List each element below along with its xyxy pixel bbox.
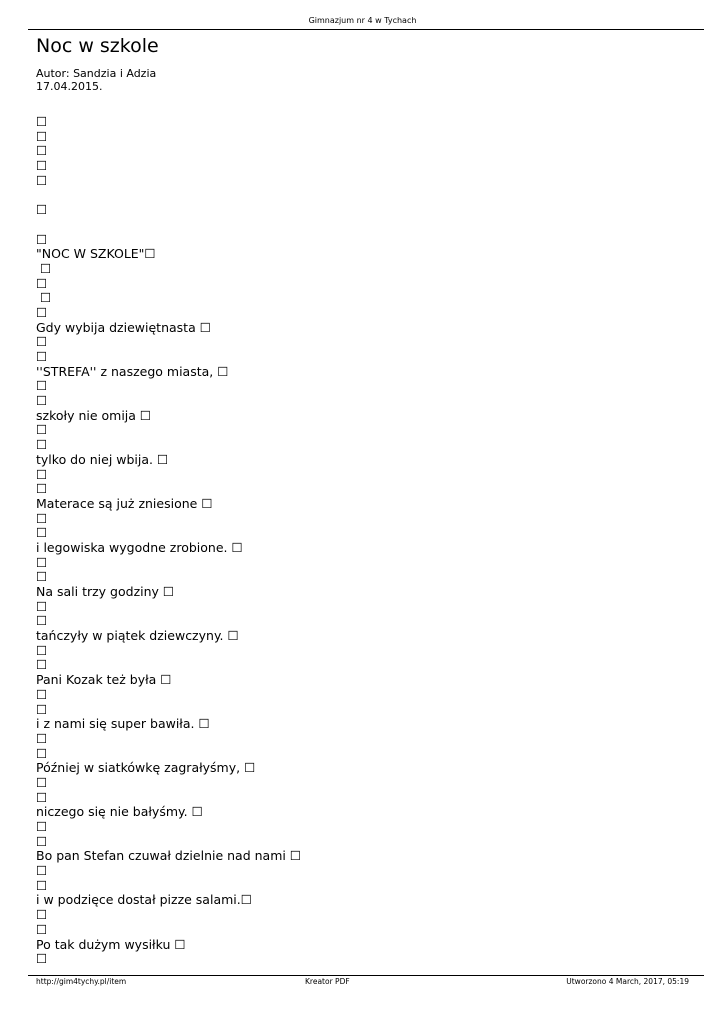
poem-line: ☐ [36,907,48,923]
footer-generator: Kreator PDF [305,977,350,986]
poem-line: ''STREFA'' z naszego miasta, ☐ [36,363,229,379]
poem-line: ☐ [36,730,48,746]
poem-line: ☐ [36,657,48,673]
footer-divider [28,975,704,976]
poem-line: Bo pan Stefan czuwał dzielnie nad nami ☐ [36,848,302,864]
poem-line: i w podzięce dostał pizze salami.☐ [36,892,252,908]
poem-line: ☐ [36,231,48,247]
author-line: Autor: Sandzia i Adzia [36,67,157,80]
poem-line: ☐ [36,393,48,409]
poem-line: ☐ [36,642,48,658]
poem-line: Na sali trzy godziny ☐ [36,584,175,599]
poem-line: ☐ [36,745,48,761]
poem-line: ☐ [36,128,48,144]
footer-url: http://gim4tychy.pl/item [36,977,127,986]
poem-line: Pani Kozak też była ☐ [36,672,172,688]
poem-line: ☐ [36,290,52,306]
poem-line: ☐ [36,114,48,129]
poem-line: niczego się nie bałyśmy. ☐ [36,804,203,820]
article-meta [36,67,156,93]
poem-line: ☐ [36,819,48,834]
poem-line: ☐ [36,143,48,159]
poem-line: ☐ [36,569,48,585]
poem-line: ☐ [36,554,48,570]
poem-line: Później w siatkówkę zagrałyśmy, ☐ [36,760,256,776]
poem-line: ☐ [36,422,48,438]
poem-line: ☐ [36,378,48,394]
poem-line: ☐ [36,877,48,893]
poem-line: szkoły nie omija ☐ [36,407,152,423]
poem-line: Gdy wybija dziewiętnasta ☐ [36,319,211,335]
header-divider [28,29,704,30]
poem-line: i z nami się super bawiła. ☐ [36,716,210,732]
poem-line: ☐ [36,510,48,526]
poem-line: ☐ [36,437,48,453]
poem-line: ☐ [36,304,48,320]
poem-line: ☐ [36,466,48,482]
poem-line: i legowiska wygodne zrobione. ☐ [36,539,243,555]
poem-line: ☐ [36,789,48,805]
poem-line: ☐ [36,260,52,276]
article-body [36,115,301,967]
poem-line: ☐ [36,921,48,937]
poem-line: ☐ [36,613,48,629]
page-header: Gimnazjum nr 4 w Tychach [308,16,417,25]
poem-line: ☐ [36,951,48,967]
poem-line: Po tak dużym wysiłku ☐ [36,936,186,952]
poem-line: "NOC W SZKOLE"☐ [36,246,156,262]
poem-line: ☐ [36,172,48,188]
poem-line: ☐ [36,334,48,350]
poem-line: ☐ [36,701,48,717]
footer-created: Utworzono 4 March, 2017, 05:19 [566,977,689,986]
poem-line: ☐ [36,774,48,790]
poem-line: ☐ [36,686,48,702]
poem-line: ☐ [36,481,48,497]
poem-line: tylko do niej wbija. ☐ [36,451,169,467]
poem-line: Materace są już zniesione ☐ [36,495,213,511]
article-date: 17.04.2015. [36,80,103,93]
poem-line: tańczyły w piątek dziewczyny. ☐ [36,628,239,644]
poem-line: ☐ [36,202,48,218]
poem-line: ☐ [36,598,48,614]
poem-line: ☐ [36,525,48,541]
poem-line: ☐ [36,158,48,174]
poem-line: ☐ [36,863,48,879]
poem-line: ☐ [36,275,48,291]
poem-line: ☐ [36,833,48,849]
article-title: Noc w szkole [36,35,159,57]
poem-line: ☐ [36,349,48,364]
